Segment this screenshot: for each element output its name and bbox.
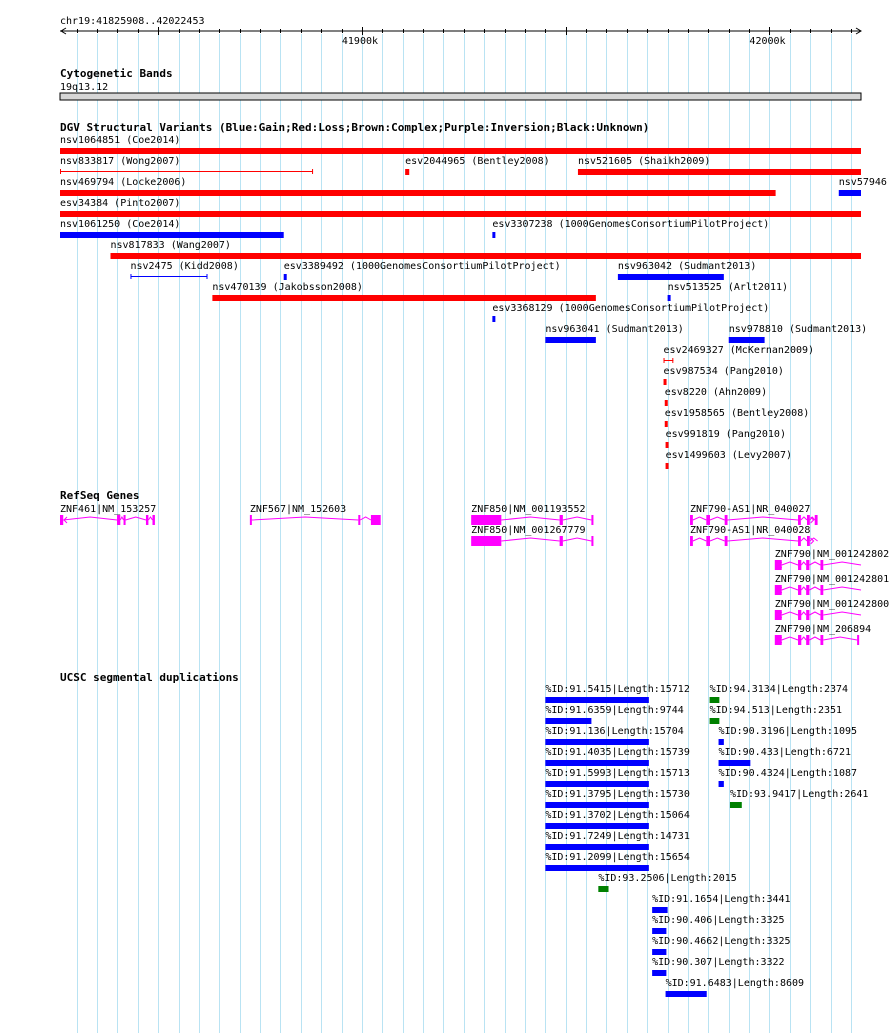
segdup-feature[interactable] <box>545 705 683 724</box>
dgv-feature[interactable] <box>284 261 561 280</box>
refseq-exon[interactable] <box>725 536 728 546</box>
segdup-feature-label: %ID:91.1654|Length:3441 <box>652 894 791 905</box>
dgv-feature-label: esv987534 (Pang2010) <box>663 366 784 377</box>
segdup-feature-bar[interactable] <box>652 949 666 955</box>
refseq-intron <box>801 562 806 565</box>
refseq-intron <box>823 612 861 615</box>
refseq-exon[interactable] <box>706 536 710 546</box>
dgv-feature-label: nsv513525 (Arlt2011) <box>667 282 789 293</box>
dgv-feature-bar[interactable] <box>60 190 776 196</box>
refseq-intron <box>801 637 806 640</box>
dgv-feature[interactable] <box>666 450 792 469</box>
refseq-intron <box>809 637 820 640</box>
segdup-feature-label: %ID:91.6359|Length:9744 <box>545 705 684 716</box>
refseq-exon[interactable] <box>798 515 801 525</box>
dgv-feature[interactable] <box>60 135 861 154</box>
refseq-exon[interactable] <box>60 515 63 525</box>
segdup-feature-label: %ID:94.513|Length:2351 <box>709 705 843 716</box>
dgv-feature-label: esv1958565 (Bentley2008) <box>664 408 810 419</box>
dgv-feature[interactable] <box>578 156 861 175</box>
dgv-feature-label: nsv2475 (Kidd2008) <box>130 261 239 272</box>
segdup-feature-bar[interactable] <box>598 886 608 892</box>
refseq-intron <box>693 517 706 520</box>
dgv-feature-bar[interactable] <box>545 337 596 343</box>
dgv-feature-label: nsv817833 (Wang2007) <box>110 240 231 251</box>
segdup-feature-label: %ID:90.406|Length:3325 <box>652 915 785 926</box>
refseq-exon[interactable] <box>371 515 381 525</box>
refseq-intron <box>801 587 806 590</box>
dgv-feature[interactable] <box>665 387 767 406</box>
dgv-feature-bar[interactable] <box>60 232 284 238</box>
dgv-feature[interactable] <box>729 324 867 343</box>
refseq-gene[interactable] <box>471 525 593 546</box>
dgv-feature-bar[interactable] <box>666 463 669 469</box>
cytoband-track-title: Cytogenetic Bands <box>60 67 173 80</box>
refseq-gene[interactable] <box>250 504 381 525</box>
refseq-intron <box>693 538 706 541</box>
segdup-feature[interactable] <box>598 873 736 892</box>
dgv-features[interactable] <box>60 135 887 469</box>
refseq-intron <box>563 517 592 520</box>
refseq-gene-label: ZNF850|NM_001267779 <box>471 525 586 536</box>
segdup-feature-bar[interactable] <box>652 970 666 976</box>
refseq-intron <box>728 517 799 520</box>
dgv-feature[interactable] <box>618 261 756 280</box>
dgv-feature-label: nsv521605 (Shaikh2009) <box>577 156 711 167</box>
dgv-feature-bar[interactable] <box>60 211 861 217</box>
refseq-exon[interactable] <box>725 515 728 525</box>
refseq-intron <box>782 562 798 565</box>
dgv-feature-bar[interactable] <box>839 190 861 196</box>
refseq-exon[interactable] <box>560 515 563 525</box>
dgv-feature-bar[interactable] <box>578 169 861 175</box>
segdup-feature-bar[interactable] <box>730 802 742 808</box>
segdup-feature-label: %ID:90.3196|Length:1095 <box>718 726 858 737</box>
dgv-feature[interactable] <box>492 219 769 238</box>
dgv-feature-bar[interactable] <box>492 316 495 322</box>
dgv-feature[interactable] <box>60 198 861 217</box>
segdup-feature[interactable] <box>652 957 784 976</box>
refseq-gene-label: ZNF790|NM_206894 <box>774 624 872 635</box>
refseq-exon[interactable] <box>690 536 693 546</box>
refseq-exon[interactable] <box>798 635 801 645</box>
dgv-feature-label: esv2044965 (Bentley2008) <box>405 156 550 167</box>
dgv-feature-bar[interactable] <box>618 274 724 280</box>
dgv-feature-label: nsv470139 (Jakobsson2008) <box>212 282 363 293</box>
segdup-feature-label: %ID:94.3134|Length:2374 <box>709 684 849 695</box>
refseq-exon[interactable] <box>152 515 154 525</box>
cytoband-track[interactable] <box>60 67 861 100</box>
segdup-feature-bar[interactable] <box>545 781 649 787</box>
dgv-feature-label: nsv963042 (Sudmant2013) <box>617 261 757 272</box>
segdup-feature-label: %ID:90.4324|Length:1087 <box>718 768 858 779</box>
region-label: chr19:41825908..42022453 <box>60 16 205 27</box>
dgv-feature[interactable] <box>111 240 861 259</box>
refseq-intron <box>801 612 806 615</box>
refseq-exon[interactable] <box>591 515 593 525</box>
refseq-intron <box>126 517 146 520</box>
segdup-feature-bar[interactable] <box>710 718 720 724</box>
ruler-tick-label: 41900k <box>341 36 379 47</box>
refseq-exon[interactable] <box>806 610 809 620</box>
segdup-feature-bar[interactable] <box>545 760 649 766</box>
segdup-feature[interactable] <box>719 726 857 745</box>
refseq-exon[interactable] <box>807 515 810 525</box>
dgv-feature-label: nsv978810 (Sudmant2013) <box>728 324 868 335</box>
refseq-exon[interactable] <box>250 515 252 525</box>
ruler-tick-label: 42000k <box>749 36 786 47</box>
dgv-feature-label: esv3389492 (1000GenomesConsortiumPilotProject) <box>283 261 561 272</box>
segdup-feature-bar[interactable] <box>652 907 667 913</box>
refseq-intron <box>823 637 857 640</box>
dgv-feature[interactable] <box>405 156 550 175</box>
dgv-feature-bar[interactable] <box>729 337 765 343</box>
dgv-feature-bar[interactable] <box>405 169 409 175</box>
refseq-exon[interactable] <box>798 560 801 570</box>
refseq-intron <box>809 587 820 590</box>
refseq-features[interactable] <box>60 504 889 645</box>
segdup-feature[interactable] <box>545 726 683 745</box>
dgv-feature-label: esv3307238 (1000GenomesConsortiumPilotProject) <box>492 219 770 230</box>
refseq-exon[interactable] <box>798 585 801 595</box>
refseq-intron <box>823 562 861 565</box>
refseq-gene-label: ZNF567|NM_152603 <box>249 504 347 515</box>
segdup-track-title: UCSC segmental duplications <box>60 671 239 684</box>
segdup-feature-label: %ID:91.3702|Length:15064 <box>545 810 690 821</box>
dgv-feature[interactable] <box>839 177 887 196</box>
dgv-feature-label: nsv1064851 (Coe2014) <box>60 135 181 146</box>
dgv-feature-label: esv991819 (Pang2010) <box>665 429 786 440</box>
dgv-feature[interactable] <box>666 429 786 448</box>
dgv-feature-label: esv3368129 (1000GenomesConsortiumPilotProject) <box>492 303 770 314</box>
dgv-feature-label: nsv469794 (Locke2006) <box>60 177 187 188</box>
segdup-feature-label: %ID:91.2099|Length:15654 <box>545 852 690 863</box>
dgv-feature[interactable] <box>665 408 810 427</box>
refseq-track-title: RefSeq Genes <box>60 489 140 502</box>
refseq-exon[interactable] <box>117 515 120 525</box>
refseq-intron <box>801 517 807 520</box>
segdup-feature-label: %ID:93.2506|Length:2015 <box>598 873 737 884</box>
segdup-feature-bar[interactable] <box>652 928 666 934</box>
dgv-feature[interactable] <box>130 261 238 279</box>
refseq-exon[interactable] <box>857 635 859 645</box>
refseq-intron <box>809 612 820 615</box>
refseq-intron <box>710 517 725 520</box>
dgv-feature-label: esv2469327 (McKernan2009) <box>663 345 815 356</box>
dgv-feature-bar[interactable] <box>668 295 671 301</box>
refseq-intron <box>120 517 123 520</box>
refseq-exon[interactable] <box>706 515 710 525</box>
refseq-gene-label: ZNF790-AS1|NR_040028 <box>690 525 811 536</box>
refseq-exon[interactable] <box>560 536 563 546</box>
dgv-feature[interactable] <box>60 156 313 174</box>
cytoband-bar[interactable] <box>60 93 861 100</box>
ruler-ticks <box>61 27 861 47</box>
refseq-exon[interactable] <box>815 515 818 525</box>
refseq-intron <box>823 587 861 590</box>
segdup-feature[interactable] <box>719 768 857 787</box>
dgv-feature-bar[interactable] <box>212 295 595 301</box>
segdup-feature-label: %ID:91.136|Length:15704 <box>545 726 684 737</box>
refseq-gene[interactable] <box>471 504 593 525</box>
segdup-feature-bar[interactable] <box>719 739 724 745</box>
segdup-feature-bar[interactable] <box>545 844 649 850</box>
refseq-gene[interactable] <box>775 624 871 645</box>
dgv-feature[interactable] <box>212 282 595 301</box>
refseq-exon[interactable] <box>798 610 801 620</box>
refseq-exon[interactable] <box>806 635 809 645</box>
segdup-feature-bar[interactable] <box>545 718 591 724</box>
segdup-feature[interactable] <box>666 978 804 997</box>
refseq-gene[interactable] <box>690 525 818 546</box>
refseq-gene-label: ZNF790|NM_001242800 <box>774 599 890 610</box>
segdup-feature-bar[interactable] <box>719 781 724 787</box>
refseq-gene-label: ZNF790|NM_001242802 <box>774 549 890 560</box>
segdup-feature-label: %ID:91.5993|Length:15713 <box>545 768 690 779</box>
refseq-intron <box>501 517 559 520</box>
refseq-gene[interactable] <box>60 504 156 525</box>
segdup-feature-label: %ID:90.4662|Length:3325 <box>652 936 791 947</box>
ruler-track[interactable] <box>60 16 861 47</box>
segdup-feature-label: %ID:93.9417|Length:2641 <box>729 789 869 800</box>
segdup-feature-label: %ID:91.7249|Length:14731 <box>545 831 690 842</box>
refseq-exon[interactable] <box>798 536 801 546</box>
refseq-exon[interactable] <box>591 536 593 546</box>
refseq-gene-label: ZNF790|NM_001242801 <box>774 574 890 585</box>
dgv-feature-bar[interactable] <box>665 421 668 427</box>
segdup-feature[interactable] <box>710 684 848 703</box>
dgv-feature-bar[interactable] <box>111 253 861 259</box>
dgv-feature-bar[interactable] <box>60 148 861 154</box>
refseq-gene-label: ZNF790-AS1|NR_040027 <box>690 504 811 515</box>
segdup-feature-bar[interactable] <box>710 697 720 703</box>
refseq-intron <box>501 538 559 541</box>
segdup-feature-label: %ID:91.3795|Length:15730 <box>545 789 690 800</box>
refseq-gene-label: ZNF850|NM_001193552 <box>471 504 586 515</box>
refseq-exon[interactable] <box>806 585 809 595</box>
refseq-exon[interactable] <box>806 560 809 570</box>
dgv-track[interactable] <box>60 121 887 469</box>
dgv-feature-bar[interactable] <box>492 232 495 238</box>
segdup-feature-bar[interactable] <box>666 991 707 997</box>
segdup-feature-bar[interactable] <box>545 739 649 745</box>
refseq-exon[interactable] <box>146 515 148 525</box>
dgv-feature[interactable] <box>492 303 769 322</box>
dgv-feature[interactable] <box>60 219 284 238</box>
segdup-feature-bar[interactable] <box>545 697 649 703</box>
refseq-intron <box>728 538 799 541</box>
refseq-exon[interactable] <box>690 515 693 525</box>
refseq-exon[interactable] <box>820 585 823 595</box>
dgv-feature-label: nsv57946 <box>838 177 887 188</box>
refseq-exon[interactable] <box>807 536 810 546</box>
refseq-intron <box>63 517 117 520</box>
dgv-feature[interactable] <box>664 345 815 363</box>
refseq-track[interactable] <box>60 489 889 645</box>
refseq-intron <box>710 538 725 541</box>
refseq-gene[interactable] <box>690 504 818 525</box>
refseq-intron <box>148 517 152 520</box>
segdup-feature-bar[interactable] <box>545 802 649 808</box>
dgv-feature-label: nsv1061250 (Coe2014) <box>60 219 181 230</box>
segdup-feature-bar[interactable] <box>545 865 649 871</box>
refseq-intron <box>360 517 371 520</box>
segdup-feature-label: %ID:91.5415|Length:15712 <box>545 684 690 695</box>
dgv-feature-label: esv34384 (Pinto2007) <box>60 198 181 209</box>
refseq-intron <box>782 637 798 640</box>
refseq-exon[interactable] <box>358 515 360 525</box>
refseq-exon[interactable] <box>820 635 823 645</box>
segdup-feature-label: %ID:91.4035|Length:15739 <box>545 747 690 758</box>
dgv-feature-bar[interactable] <box>664 379 667 385</box>
refseq-intron <box>563 538 592 541</box>
dgv-feature-label: esv8220 (Ahn2009) <box>664 387 768 398</box>
segdup-feature-bar[interactable] <box>719 760 751 766</box>
refseq-gene-label: ZNF461|NM_153257 <box>60 504 157 515</box>
refseq-exon[interactable] <box>820 560 823 570</box>
dgv-feature[interactable] <box>545 324 683 343</box>
refseq-intron <box>782 612 798 615</box>
refseq-intron <box>809 562 820 565</box>
segdup-feature-bar[interactable] <box>545 823 649 829</box>
refseq-exon[interactable] <box>820 610 823 620</box>
segdup-feature-label: %ID:90.307|Length:3322 <box>652 957 785 968</box>
dgv-feature-bar[interactable] <box>666 442 669 448</box>
cytoband-label: 19q13.12 <box>60 82 109 93</box>
segdup-feature-label: %ID:91.6483|Length:8609 <box>665 978 805 989</box>
dgv-feature-label: nsv833817 (Wong2007) <box>60 156 181 167</box>
segdup-features[interactable] <box>545 684 868 997</box>
dgv-track-title: DGV Structural Variants (Blue:Gain;Red:Loss;Brown:Complex;Purple:Inversion;Black:Unknown) <box>60 121 650 134</box>
refseq-exon[interactable] <box>124 515 126 525</box>
dgv-feature-label: esv1499603 (Levy2007) <box>665 450 793 461</box>
dgv-feature-bar[interactable] <box>284 274 287 280</box>
dgv-feature-bar[interactable] <box>665 400 668 406</box>
segdup-feature[interactable] <box>652 915 784 934</box>
segdup-feature[interactable] <box>730 789 868 808</box>
dgv-feature-label: nsv963041 (Sudmant2013) <box>545 324 684 335</box>
refseq-intron <box>801 538 807 541</box>
dgv-feature[interactable] <box>664 366 784 385</box>
refseq-intron <box>782 587 798 590</box>
segdup-feature-label: %ID:90.433|Length:6721 <box>718 747 852 758</box>
